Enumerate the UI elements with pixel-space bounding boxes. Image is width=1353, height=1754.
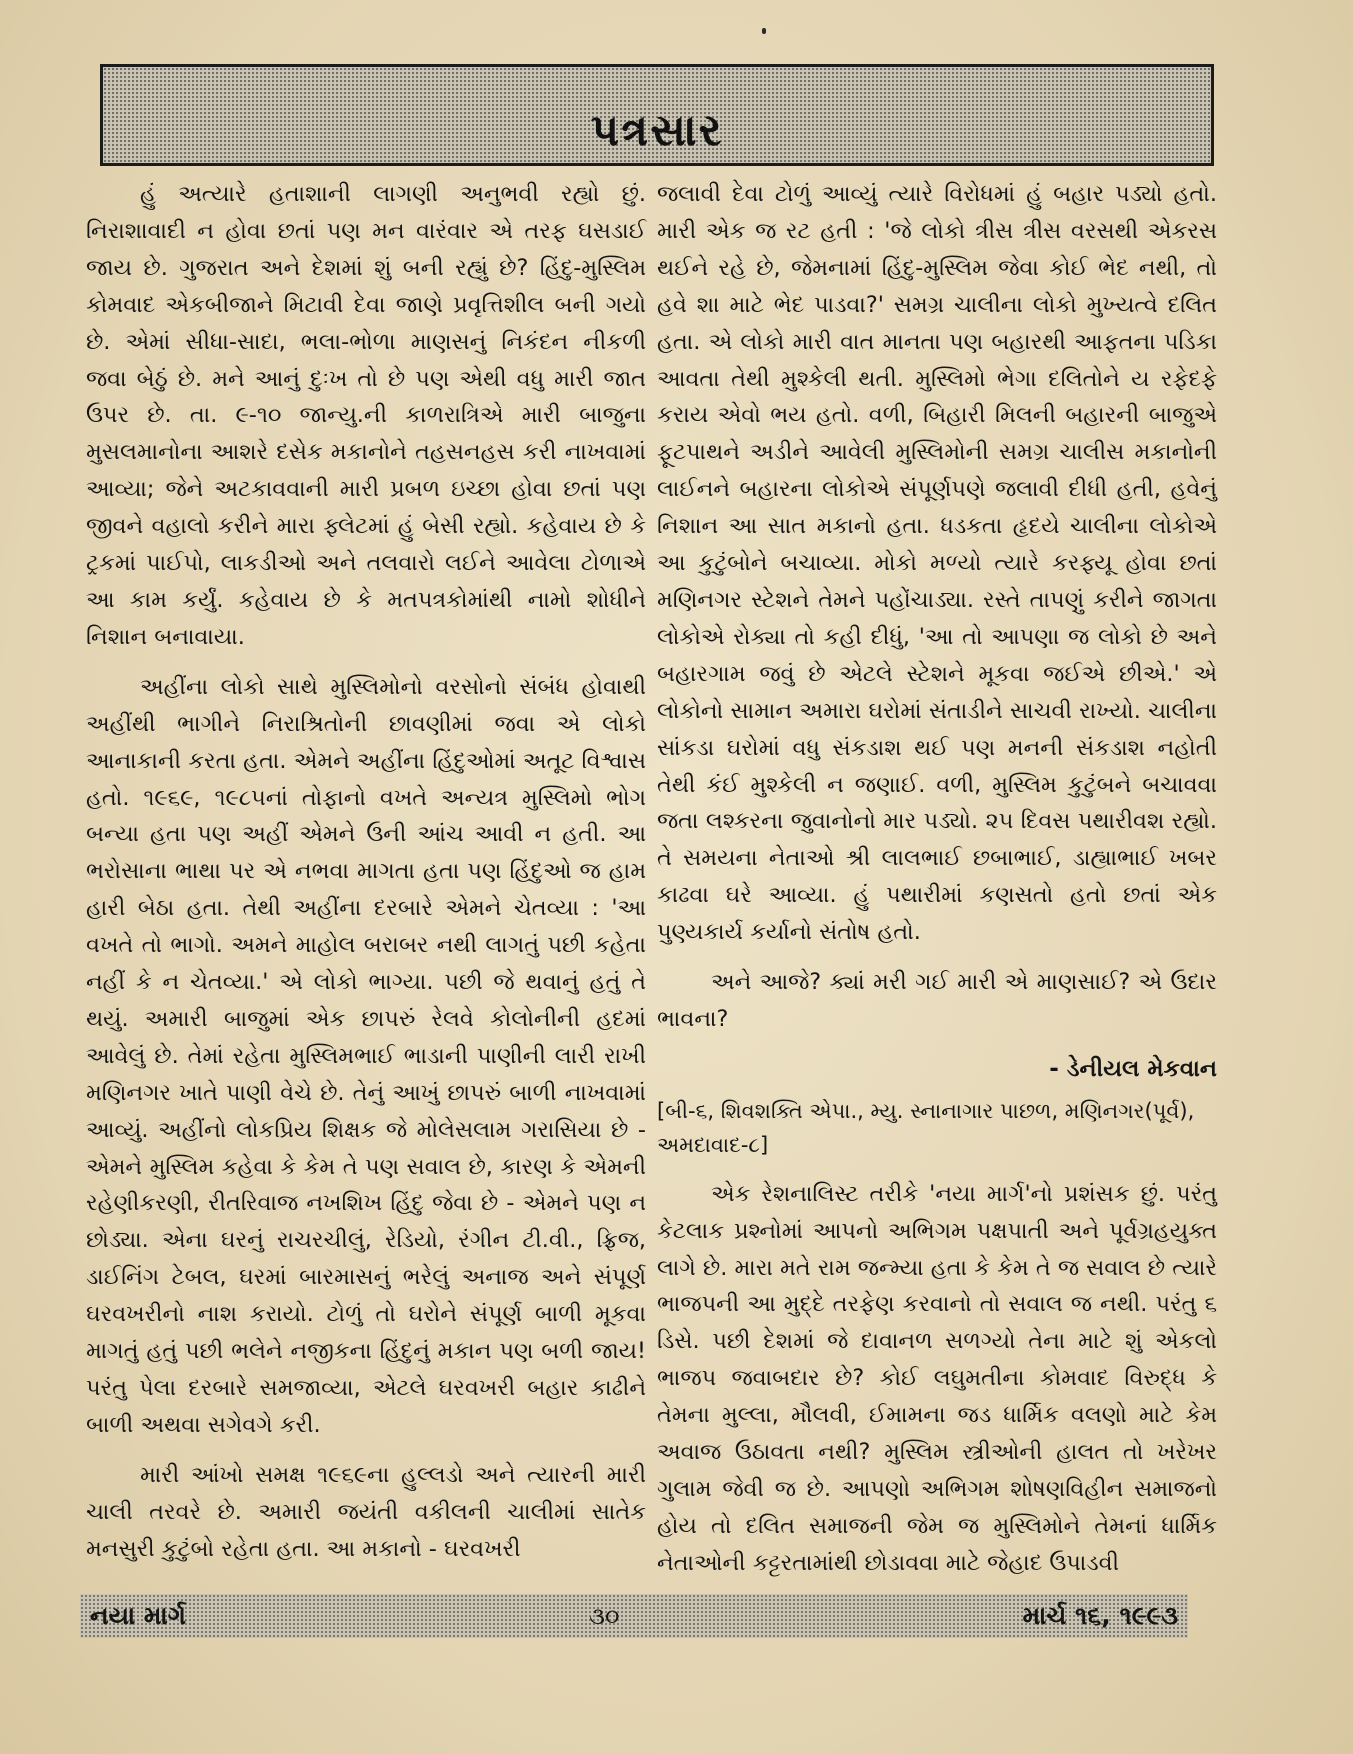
letter2-paragraph-1: એક રેશનાલિસ્ટ તરીકે 'નયા માર્ગ'નો પ્રશંસક છું. પરંતુ કેટલાક પ્રશ્નોમાં આપનો અભિગમ પક્ષપાતી અને પૂર્વગ્રહયુક્ત લાગે છે. મારા મતે રામ જન્મ્યા હતા કે કેમ તે જ સવાલ છે ત્યારે ભાજપની આ મુદ્દે તરફેણ કરવાનો તો સવાલ જ નથી. પરંતુ ૬ ડિસે. પછી દેશમાં જે દાવાનળ સળગ્યો તેના માટે શું એકલો ભાજપ જવાબદાર છે? કોઈ લઘુમતીના કોમવાદ વિરુદ્ધ કે તેમના મુલ્લા, મૌલવી, ઈમામના જડ ધાર્મિક વલણો માટે કેમ અવાજ ઉઠાવતા નથી? મુસ્લિમ સ્ત્રીઓની હાલત તો ખરેખર ગુલામ જેવી જ છે. આપણો અભિગમ શોષણવિહીન સમાજનો હોય તો દલિત સમાજની જેમ જ મુસ્લિમોને તેમનાં ધાર્મિક નેતાઓની કટ્ટરતામાંથી છોડાવવા માટે જેહાદ ઉપાડવી — [657, 1180, 1217, 1576]
letter1-paragraph-3: મારી આંખો સમક્ષ ૧૯૬૯ના હુલ્લડો અને ત્યારની મારી ચાલી તરવરે છે. અમારી જયંતી વકીલની ચાલીમાં સાતેક મનસુરી કુટુંબો રહેતા હતા. આ મકાનો - ઘરવખરી — [86, 1461, 646, 1562]
letter1-paragraph-continued: જલાવી દેવા ટોળું આવ્યું ત્યારે વિરોધમાં હું બહાર પડ્યો હતો. મારી એક જ રટ હતી : 'જે લોકો ત્રીસ ત્રીસ વરસથી એકરસ થઈને રહે છે, જેમનામાં હિંદુ-મુસ્લિમ જેવા કોઈ ભેદ નથી, તો હવે શા માટે ભેદ પાડવા?' સમગ્ર ચાલીના લોકો મુખ્યત્વે દલિત હતા. એ લોકો મારી વાત માનતા પણ બહારથી આફતના પડિકા આવતા તેથી મુશ્કેલી થતી. મુસ્લિમો ભેગા દલિતોને ય રફેદફે કરાય એવો ભય હતો. વળી, બિહારી મિલની બહારની બાજુએ ફૂટપાથને અડીને આવેલી મુસ્લિમોની સમગ્ર ચાલીસ મકાનોની લાઈનને બહારના લોકોએ સંપૂર્ણપણે જલાવી દીધી હતી, હવેનું નિશાન આ સાત મકાનો હતા. ધડકતા હૃદયે ચાલીના લોકોએ આ કુટુંબોને બચાવ્યા. મોકો મળ્યો ત્યારે કરફ્યૂ હોવા છતાં મણિનગર સ્ટેશને તેમને પહોંચાડ્યા. રસ્તે તાપણું કરીને જાગતા લોકોએ રોક્યા તો કહી દીધું, 'આ તો આપણા જ લોકો છે અને બહારગામ જવું છે એટલે સ્ટેશને મૂકવા જઈએ છીએ.' એ લોકોનો સામાન અમારા ઘરોમાં સંતાડીને સાચવી રાખ્યો. ચાલીના સાંકડા ઘરોમાં વધુ સંકડાશ થઈ પણ મનની સંકડાશ નહોતી તેથી કંઈ મુશ્કેલી ન જણાઈ. વળી, મુસ્લિમ કુટુંબને બચાવવા જતા લશ્કરના જુવાનોનો માર પડ્યો. ૨૫ દિવસ પથારીવશ રહ્યો. તે સમયના નેતાઓ શ્રી લાલભાઈ છબાભાઈ, ડાહ્યાભાઈ ખબર કાઢવા ઘરે આવ્યા. હું પથારીમાં કણસતો હતો છતાં એક પુણ્યકાર્ય કર્યાનો સંતોષ હતો. — [657, 181, 1217, 946]
letter1-paragraph-1: હું અત્યારે હતાશાની લાગણી અનુભવી રહ્યો છું. નિરાશાવાદી ન હોવા છતાં પણ મન વારંવાર એ તરફ ઘસડાઈ જાય છે. ગુજરાત અને દેશમાં શું બની રહ્યું છે? હિંદુ-મુસ્લિમ કોમવાદ એકબીજાને મિટાવી દેવા જાણે પ્રવૃત્તિશીલ બની ગયો છે. એમાં સીધા-સાદા, ભલા-ભોળા માણસનું નિકંદન નીકળી જવા બેઠું છે. મને આનું દુઃખ તો છે પણ એથી વધુ મારી જાત ઉપર છે. તા. ૯-૧૦ જાન્યુ.ની કાળરાત્રિએ મારી બાજુના મુસલમાનોના આશરે દસેક મકાનોને તહસનહસ કરી નાખવામાં આવ્યા; જેને અટકાવવાની મારી પ્રબળ ઇચ્છા હોવા છતાં પણ જીવને વહાલો કરીને મારા ફ્લેટમાં હું બેસી રહ્યો. કહેવાય છે કે ટ્રકમાં પાઈપો, લાકડીઓ અને તલવારો લઈને આવેલા ટોળાએ આ કામ કર્યું. કહેવાય છે કે મતપત્રકોમાંથી નામો શોધીને નિશાન બનાવાયા. — [86, 181, 646, 650]
right-column — [657, 176, 1217, 1595]
letter1-address: [બી-૬, શિવશક્તિ એપા., મ્યુ. સ્નાનાગાર પાછળ, મણિનગર(પૂર્વ), અમદાવાદ-૮] — [657, 1098, 1195, 1157]
footer-magazine-name: નયા માર્ગ — [90, 1601, 186, 1630]
letter1-signature: - ડેનીયલ મેકવાન — [1049, 1055, 1217, 1082]
footer-issue-date: માર્ચ ૧૬, ૧૯૯૩ — [1022, 1601, 1178, 1630]
print-speck — [762, 28, 766, 34]
left-column — [86, 176, 646, 1581]
letter1-paragraph-2: અહીંના લોકો સાથે મુસ્લિમોનો વરસોનો સંબંધ હોવાથી અહીંથી ભાગીને નિરાશ્રિતોની છાવણીમાં જવા એ લોકો આનાકાની કરતા હતા. એમને અહીંના હિંદુઓમાં અતૂટ વિશ્વાસ હતો. ૧૯૬૯, ૧૯૮૫નાં તોફાનો વખતે અન્યત્ર મુસ્લિમો ભોગ બન્યા હતા પણ અહીં એમને ઉની આંચ આવી ન હતી. આ ભરોસાના ભાથા પર એ નભવા માગતા હતા પણ હિંદુઓ જ હામ હારી બેઠા હતા. તેથી અહીંના દરબારે એમને ચેતવ્યા : 'આ વખતે તો ભાગો. અમને માહોલ બરાબર નથી લાગતું પછી કહેતા નહીં કે ન ચેતવ્યા.' એ લોકો ભાગ્યા. પછી જે થવાનું હતું તે થયું. અમારી બાજુમાં એક છાપરું રેલવે કોલોનીની હદમાં આવેલું છે. તેમાં રહેતા મુસ્લિમભાઈ ભાડાની પાણીની લારી રાખી મણિનગર ખાતે પાણી વેચે છે. તેનું આખું છાપરું બાળી નાખવામાં આવ્યું. અહીંનો લોકપ્રિય શિક્ષક જે મોલેસલામ ગરાસિયા છે - એમને મુસ્લિમ કહેવા કે કેમ તે પણ સવાલ છે, કારણ કે એમની રહેણીકરણી, રીતરિવાજ નખશિખ હિંદુ જેવા છે - એમને પણ ન છોડ્યા. એના ઘરનું રાચરચીલું, રેડિયો, રંગીન ટી.વી., ફ્રિજ, ડાઈનિંગ ટેબલ, ઘરમાં બારમાસનું ભરેલું અનાજ અને સંપૂર્ણ ઘરવખરીનો નાશ કરાયો. ટોળું તો ઘરોને સંપૂર્ણ બાળી મૂકવા માગતું હતું પછી ભલેને નજીકના હિંદુનું મકાન પણ બળી જાય! પરંતુ પેલા દરબારે સમજાવ્યા, એટલે ઘરવખરી બહાર કાઢીને બાળી અથવા સગેવગે કરી. — [86, 673, 646, 1438]
footer-page-number: ૩૦ — [589, 1602, 620, 1630]
letter1-paragraph-closing: અને આજે? ક્યાં મરી ગઈ મારી એ માણસાઈ? એ ઉદાર ભાવના? — [657, 969, 1217, 1032]
section-title: પત્રસાર — [590, 104, 724, 156]
section-header — [100, 64, 1214, 166]
page-footer — [80, 1594, 1188, 1638]
